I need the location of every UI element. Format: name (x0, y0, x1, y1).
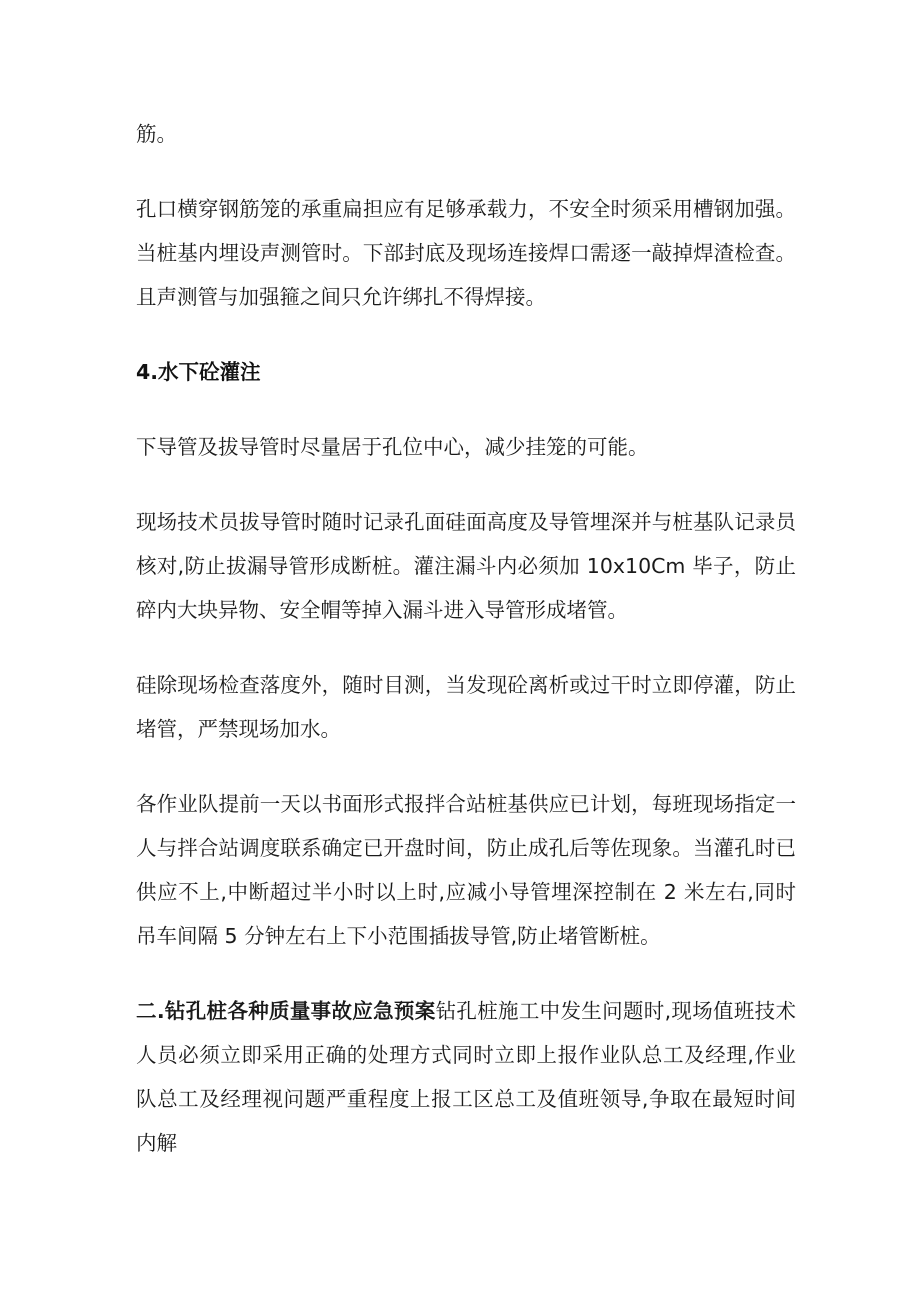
paragraph-continuation: 筋。 (136, 122, 177, 146)
emergency-plan-text: 钻孔桩施工中发生问题时,现场值班技术人员必须立即采用正确的处理方式同时立即上报作业队总工及经理,作业队总工及经理视问题严重程度上报工区总工及值班领导,争取在最短时间内解 (136, 999, 796, 1155)
paragraph-load-bearing-beam: 孔口横穿钢筋笼的承重扁担应有足够承载力，不安全时须采用槽钢加强。当桩基内埋设声测管时。下部封底及现场连接焊口需逐一敲掉焊渣检查。且声测管与加强箍之间只允许绑扎不得焊接。 (136, 197, 796, 309)
paragraph-conduit-recording: 现场技术员拔导管时随时记录孔面硅面高度及导管埋深并与桩基队记录员核对,防止拔漏导管形成断桩。灌注漏斗内必须加 10x10Cm 毕子，防止碎内大块异物、安全帽等掉入漏斗进入导管形成堵管。 (136, 510, 796, 622)
section-heading-underwater-concrete: 4.水下砼灌注 (136, 360, 261, 384)
paragraph-conduit-centering: 下导管及拔导管时尽量居于孔位中心，减少挂笼的可能。 (136, 435, 649, 459)
paragraph-supply-plan: 各作业队提前一天以书面形式报拌合站桩基供应已计划，每班现场指定一人与拌合站调度联系确定已开盘时间，防止成孔后等佐现象。当灌孔时已供应不上,中断超过半小时以上时,应减小导管埋深控制在 2 米左右,同时吊车间隔 5 分钟左右上下小范围插拔导管,防止堵管断桩。 (136, 792, 796, 948)
paragraph-emergency-plan (136, 989, 796, 1165)
section-heading-emergency-plan: 二.钻孔桩各种质量事故应急预案 (136, 999, 436, 1023)
document-body (136, 112, 796, 1196)
paragraph-slump-check: 硅除现场检查落度外，随时目测，当发现砼离析或过干时立即停灌，防止堵管，严禁现场加水。 (136, 673, 796, 741)
